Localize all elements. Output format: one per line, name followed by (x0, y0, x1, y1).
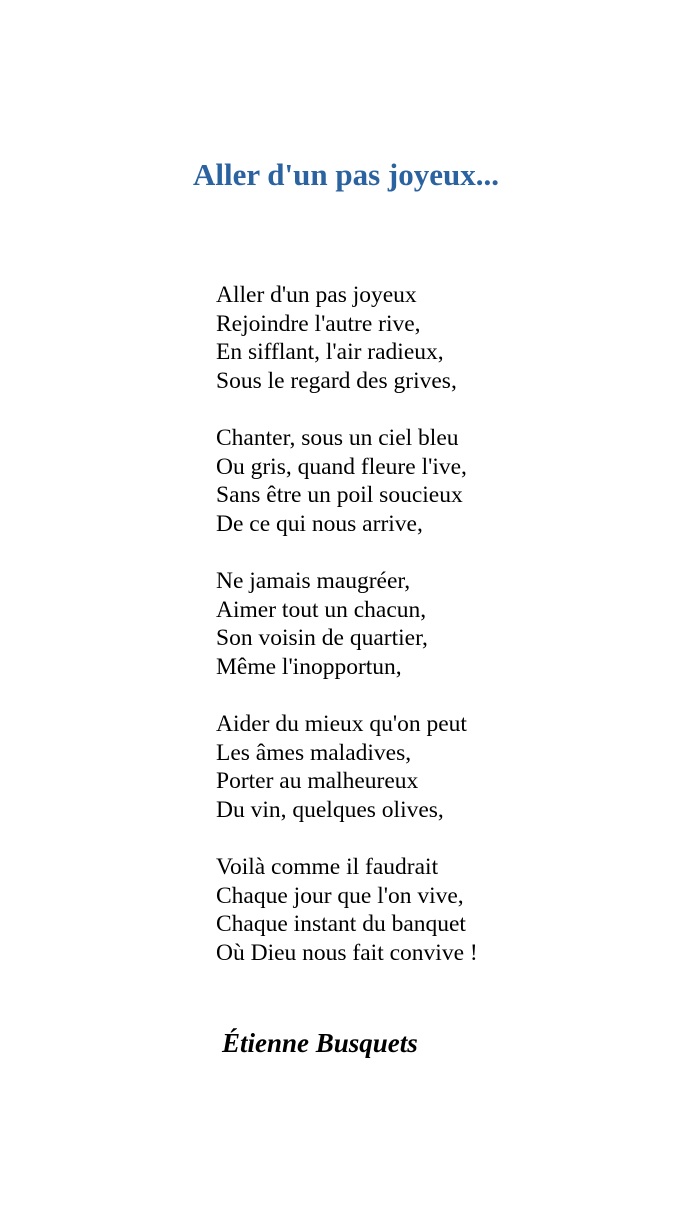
poem-body (216, 281, 676, 996)
verse-line: Sans être un poil soucieux (216, 482, 463, 508)
author-signature: Étienne Busquets (222, 1028, 418, 1058)
stanza-2 (216, 424, 676, 538)
verse-line: Porter au malheureux (216, 768, 419, 794)
verse-line: Du vin, quelques olives, (216, 796, 444, 823)
poem-title: Aller d'un pas joyeux... (192, 157, 500, 192)
verse-line: Aider du mieux qu'on peut (216, 711, 467, 737)
verse-line: Chaque instant du banquet (216, 911, 466, 937)
verse-line: Sous le regard des grives, (216, 367, 457, 394)
verse-line: Aimer tout un chacun, (216, 596, 427, 623)
stanza-4 (216, 710, 676, 824)
stanza-1 (216, 281, 676, 395)
verse-line: Ne jamais maugréer, (216, 568, 411, 594)
verse-line: Rejoindre l'autre rive, (216, 310, 421, 337)
verse-line: Ou gris, quand fleure l'ive, (216, 453, 467, 480)
stanza-3 (216, 567, 676, 681)
verse-line: Où Dieu nous fait convive ! (216, 939, 478, 966)
verse-line: Chanter, sous un ciel bleu (216, 425, 459, 451)
verse-line: Les âmes maladives, (216, 739, 412, 766)
verse-line: De ce qui nous arrive, (216, 510, 423, 537)
stanza-5 (216, 853, 676, 967)
verse-line: Aller d'un pas joyeux (216, 282, 417, 308)
verse-line: Son voisin de quartier, (216, 625, 428, 651)
verse-line: En sifflant, l'air radieux, (216, 339, 444, 365)
verse-line: Même l'inopportun, (216, 653, 402, 680)
verse-line: Voilà comme il faudrait (216, 854, 439, 880)
verse-line: Chaque jour que l'on vive, (216, 882, 464, 909)
